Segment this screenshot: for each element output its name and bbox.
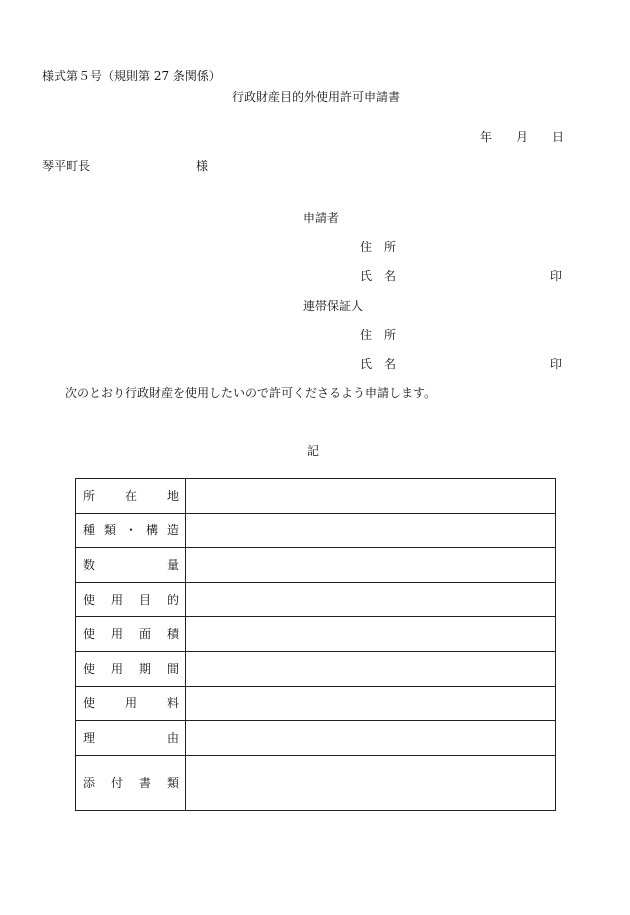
row-label-char: 使 — [83, 592, 96, 607]
date-day-label: 日 — [552, 130, 565, 144]
row-label-char: 類 — [166, 775, 179, 790]
row-label-char: 間 — [166, 661, 179, 676]
row-value-cell[interactable] — [186, 686, 556, 721]
row-label-char: 使 — [83, 661, 96, 676]
row-label-char: 種 — [83, 523, 96, 538]
date-line — [480, 130, 564, 144]
row-value-cell[interactable] — [186, 617, 556, 652]
row-label-char: 造 — [166, 523, 179, 538]
row-label — [76, 523, 185, 537]
row-label — [76, 627, 185, 641]
label-char: 氏 — [360, 357, 373, 371]
guarantor-name-label — [360, 357, 396, 371]
row-label-char: 付 — [110, 775, 123, 790]
row-label-cell — [76, 479, 186, 514]
guarantor-address-label — [360, 328, 396, 342]
applicant-address-label — [360, 240, 396, 254]
row-label-char: 所 — [83, 488, 96, 503]
label-char: 住 — [360, 240, 373, 254]
row-value-cell[interactable] — [186, 651, 556, 686]
detail-table — [75, 478, 556, 811]
row-label-char: 的 — [166, 592, 179, 607]
addressee-honorific: 様 — [196, 159, 209, 173]
table-row — [76, 755, 556, 810]
row-label-char: 期 — [138, 661, 151, 676]
table-row — [76, 686, 556, 721]
row-label-cell — [76, 548, 186, 583]
row-label-char: 地 — [166, 488, 179, 503]
table-row — [76, 721, 556, 756]
row-label-cell — [76, 686, 186, 721]
label-char: 名 — [384, 269, 397, 283]
row-label — [76, 489, 185, 503]
ki-heading: 記 — [307, 444, 320, 458]
guarantor-seal-mark: 印 — [550, 357, 563, 371]
row-label-char: 用 — [110, 592, 123, 607]
row-label-char: 構 — [145, 523, 158, 538]
applicant-heading: 申請者 — [303, 211, 340, 225]
document-title: 行政財産目的外使用許可申請書 — [232, 90, 401, 104]
row-value-cell[interactable] — [186, 721, 556, 756]
row-label-char: 目 — [138, 592, 151, 607]
row-label-cell — [76, 617, 186, 652]
row-label — [76, 593, 185, 607]
row-value-cell[interactable] — [186, 479, 556, 514]
guarantor-heading: 連帯保証人 — [303, 299, 364, 313]
row-label — [76, 662, 185, 676]
table-row — [76, 651, 556, 686]
row-value-cell[interactable] — [186, 548, 556, 583]
row-label-char: 数 — [83, 557, 96, 572]
row-label-char: 用 — [110, 661, 123, 676]
table-row — [76, 617, 556, 652]
row-label-char: ・ — [124, 523, 137, 538]
row-label-cell — [76, 651, 186, 686]
row-label-char: 使 — [83, 696, 96, 711]
row-label-char: 用 — [110, 627, 123, 642]
table-row — [76, 582, 556, 617]
row-value-cell[interactable] — [186, 513, 556, 548]
applicant-name-label — [360, 269, 396, 283]
row-value-cell[interactable] — [186, 755, 556, 810]
applicant-seal-mark: 印 — [550, 269, 563, 283]
row-label-char: 料 — [166, 696, 179, 711]
row-label-char: 書 — [138, 775, 151, 790]
row-label-char: 使 — [83, 627, 96, 642]
form-number: 様式第５号（規則第 27 条関係） — [42, 69, 221, 83]
row-label — [76, 558, 185, 572]
table-row — [76, 548, 556, 583]
date-year-label: 年 — [480, 130, 493, 144]
request-statement: 次のとおり行政財産を使用したいので許可くださるよう申請します。 — [65, 386, 437, 400]
row-label-char: 類 — [103, 523, 116, 538]
row-label-char: 積 — [166, 627, 179, 642]
row-label-char: 由 — [166, 730, 179, 745]
row-label-char: 用 — [124, 696, 137, 711]
row-label — [76, 696, 185, 710]
row-label-char: 面 — [138, 627, 151, 642]
label-char: 所 — [384, 328, 397, 342]
label-char: 所 — [384, 240, 397, 254]
row-label-cell — [76, 513, 186, 548]
row-label-cell — [76, 721, 186, 756]
row-label-char: 理 — [83, 730, 96, 745]
date-month-label: 月 — [516, 130, 529, 144]
label-char: 住 — [360, 328, 373, 342]
row-label-cell — [76, 755, 186, 810]
row-label — [76, 731, 185, 745]
row-label-char: 添 — [83, 775, 96, 790]
row-label-cell — [76, 582, 186, 617]
label-char: 氏 — [360, 269, 373, 283]
label-char: 名 — [384, 357, 397, 371]
table-row — [76, 479, 556, 514]
row-label-char: 量 — [166, 557, 179, 572]
row-label — [76, 776, 185, 790]
table-row — [76, 513, 556, 548]
row-value-cell[interactable] — [186, 582, 556, 617]
row-label-char: 在 — [124, 488, 137, 503]
addressee-name: 琴平町長 — [42, 159, 91, 173]
